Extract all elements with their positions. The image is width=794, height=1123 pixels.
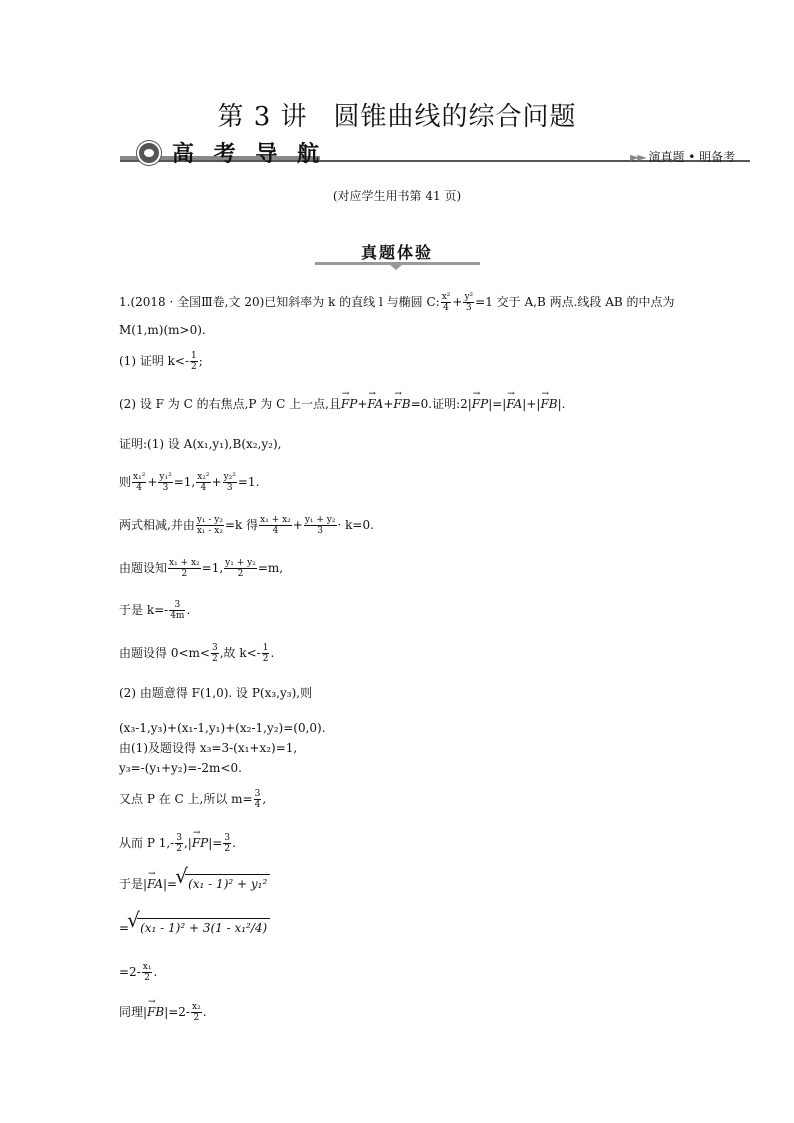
solution-line: =2- $\frac{\text{x₁}}{2}$ . [119,962,158,983]
sqrt-expression: √ (x₁ - 1)² + y₁² [185,874,270,891]
fraction: $\frac{1}{2}$ [191,351,197,372]
problem-line-2: M(1,m)(m>0). [119,323,206,337]
solution-line: =√ (x₁ - 1)² + 3(1 - x₁²/4) [119,918,270,935]
banner-label: 高 考 导 航 [172,142,325,167]
student-book-ref: (对应学生用书第 41 页) [332,189,462,203]
solution-line: 从而 P 1,- $\frac{3}{2}$ ,|→ FP|= $\frac{3}{2}$ . [119,832,236,854]
solution-line: 由题设知 $\frac{\text{x₁ + x₂}}{2}$ =1, $\frac{\text{y₁ + y₂}}{2}$ =m, [119,558,284,579]
solution-line: 两式相减,并由 $\frac{\text{y₁ - y₂}}{\text{x₁ - x₂}}$ =k 得 $\frac{\text{x₁ + x₂}}{4}$ + $\frac{\text{y₁ + y₂}}{3}$ · k=0. [119,515,374,536]
solution-line: 于是 k=- $\frac{3}{4m}$ . [119,600,191,621]
solution-line: 由题设得 0<m< $\frac{3}{2}$ ,故 k<- $\frac{1}{2}$ . [119,643,275,664]
sqrt-expression: √ (x₁ - 1)² + 3(1 - x₁²/4) [137,918,270,935]
solution-line: 由(1)及题设得 x₃=3-(x₁+x₂)=1, [119,741,298,755]
solution-line: (x₃-1,y₃)+(x₁-1,y₁)+(x₂-1,y₂)=(0,0). [119,721,326,735]
solution-line: 于是|→ FA|=√ (x₁ - 1)² + y₁² [119,873,270,891]
solution-line: (2) 由题意得 F(1,0). 设 P(x₃,y₃),则 [119,686,313,700]
fraction: $\frac{\text{y²}}{3}$ [464,292,474,313]
solution-line: 则 $\frac{\text{x₁²}}{4}$ + $\frac{\text{y₁²}}{3}$ =1, $\frac{\text{x₂²}}{4}$ + $\frac{\text{y₂²}}{3}$ =1. [119,472,260,493]
solution-line: 又点 P 在 C 上,所以 m= $\frac{3}{4}$ , [119,789,267,810]
problem-line-1: 1.(2018 · 全国Ⅲ卷,文 20)已知斜率为 k 的直线 l 与椭圆 C: $\frac{\text{x²}}{4}$ + $\frac{\text{y²}}{3}$ =1 交于 A,B 两点.线段 AB 的中点为 [119,292,675,313]
section-triangle-icon [390,265,402,270]
problem-part-2: (2) 设 F 为 C 的右焦点,P 为 C 上一点,且→ FP+→ FA+→ FB=0.证明:2|→ FP|=|→ FA|+|→ FB|. [119,393,565,411]
lecture-topic: 圆锥曲线的综合问题 [333,102,577,132]
solution-line: 证明:(1) 设 A(x₁,y₁),B(x₂,y₂), [119,437,282,451]
lecture-number: 第 3 讲 [217,102,308,132]
section-title: 真题体验 [360,243,433,262]
problem-part-1: (1) 证明 k<- $\frac{1}{2}$ ; [119,351,203,372]
solution-line: y₃=-(y₁+y₂)=-2m<0. [119,761,242,775]
double-arrow-icon: ►► [630,150,645,164]
banner-right: ►► 演真题 • 明备考 [630,150,736,164]
page-title [0,96,794,133]
solution-line: 同理|→ FB|=2- $\frac{\text{x₂}}{2}$ . [119,1001,207,1023]
fraction: $\frac{\text{x²}}{4}$ [441,292,451,313]
eye-icon [137,141,161,165]
